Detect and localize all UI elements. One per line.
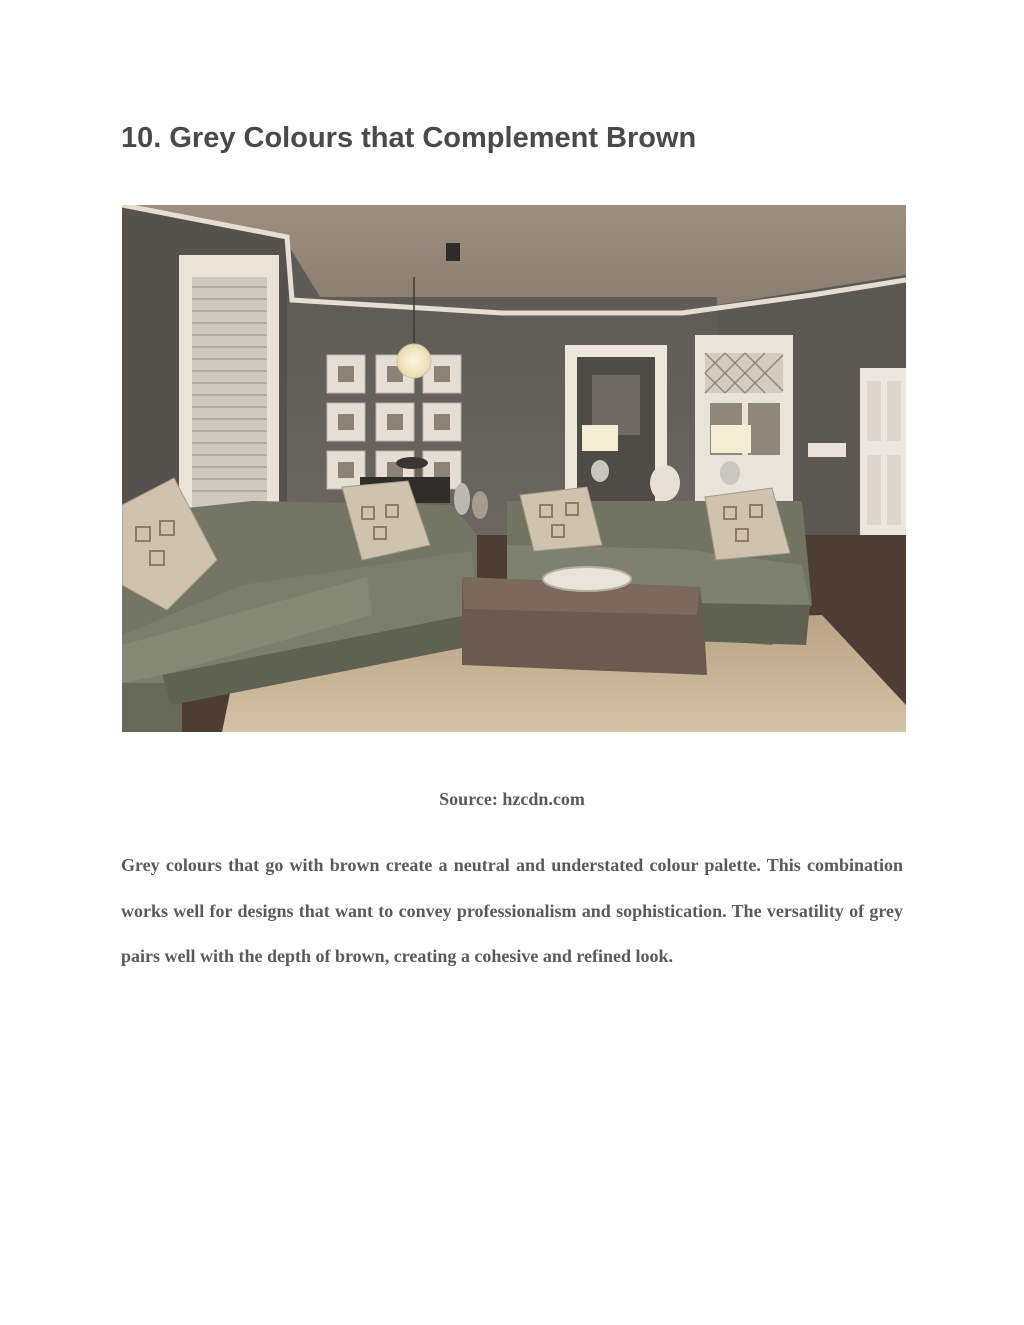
page-title: 10. Grey Colours that Complement Brown — [121, 122, 697, 154]
source-caption: Source: hzcdn.com — [439, 789, 585, 809]
body-paragraph: Grey colours that go with brown create a neutral and understated colour palette. This combination works well for designs that want to convey professionalism and sophistication. The versatility of grey pairs well with the depth of brown, creating a cohesive and refined look. — [121, 855, 903, 966]
living-room-photo — [122, 205, 906, 732]
